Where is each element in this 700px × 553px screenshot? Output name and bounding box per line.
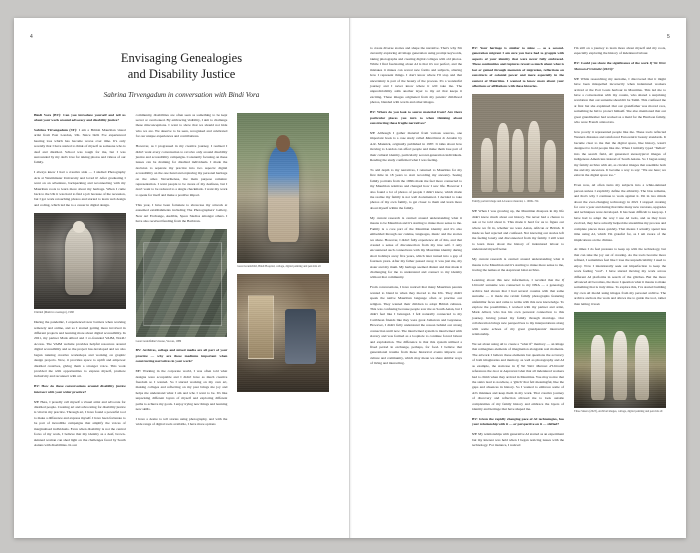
right-column-2 <box>472 46 564 453</box>
page-title: Envisaging Genealogies and Disability Justice <box>120 51 243 82</box>
photo-great-grandfathers-house <box>136 229 228 337</box>
paragraph: From conversations, I have noticed that many Mauritian parents wanted to blend in when they moved to the UK. They didn't speak the native Mauritian language often or practise our religion. They wanted their children to adopt British cultures. This was confusing because people saw me as South Asian, but I didn't feel like I belonged. I felt naturally connected to my Caribbean friends like they were great Jamaican and Guyanese. However, I didn't fully understand the reason behind our strong connection until now. The intertwined system is intertwined with slavery and was formed as a loophole to continue forced labour and exploitation. The difference is that this system utilised a fixed period in exchange, perhaps, for food. I believe that generational trauma from these historical events impacts our culture and community, which may mean we share similar ways of living and interacting. <box>370 285 462 366</box>
paragraph-question: BV: Could you share the significance of the work If We Were Maroon d'Uninvité (2023)? <box>574 61 666 71</box>
folio-right: 5 <box>667 34 670 40</box>
right-column-3 <box>574 46 666 453</box>
paragraph: During the pandemic, I experienced new barriers when working remotely and online, and so I started getting more involved in different projects and learning more about digital accessibility. In 2021, my partner Mark Allred and I co-founded VAIM, Not4U Access. The VAIM website provides helpful resources around digital accessibility and so the project has developed and we also begun running creative workshops and working on graphic design projects. Now, it provides space to uplift and empower disabled creatives, giving them a stronger voice. This work provided me with opportunities to express myself, promote inclusivity and reconnect with art. <box>34 320 126 379</box>
paragraph: to create diverse stories and shape the narrative. That's why I'm currently exploring AI image generation using prompt keywords, taking photographs and creating digital collages with old photos. While I find fascinating about AI is that it's not perfect, and the mistakes it makes can reveal new forms and subjects, altering how I represent things. I don't know where I'll stop and that uncertainty is part of the beauty of the process. It's a wonderful journey and I never know where it will take me. The unpredictability adds another layer to my art that keeps it exciting. These images originated from my parents' childhood photos, blended with words and other images. <box>370 46 462 105</box>
photo-three-sisters <box>574 312 666 408</box>
photo-caption: Untitled (Mum in a teenager), 1968 <box>34 311 74 315</box>
photo-family-portrait <box>472 94 564 198</box>
left-column-1 <box>34 113 126 453</box>
folio-left: 4 <box>30 34 33 40</box>
left-column-3 <box>237 113 329 453</box>
paragraph: ST: Although I gather material from various sources, one important book is a case study called Mauritians in London by A.R. Mannick, originally published in 1987. It talks about how moving to London can affect people and make them lose part of their cultural identity, particularly second-generation individuals. Reading the study confirmed what I was feeling. <box>370 130 462 163</box>
paragraph-question: BV: How do these conversations around disability justice intersect with your wider practice? <box>34 384 126 394</box>
paragraph: I'm still on a journey to learn more about myself and my roots, especially exploring the history of indentured labour. <box>574 46 666 56</box>
photo-caption: Three Sisters (2023), Archival images, collage, digital painting and pen mix all <box>574 410 663 414</box>
paragraph: This year, I have been fortunate to showcase my artwork at esteemed establishments including The Photographers' Gallery, New Art Exchange, Audible, Space Studios amongst others. I have also received funding from the Barbican. <box>135 202 228 224</box>
right-column-1 <box>370 46 462 453</box>
photo-caption: Great Grandfather's house, Vacoas, 1989 <box>135 339 182 343</box>
magazine-spread <box>14 18 686 538</box>
paragraph: Even now, AI often turns my subjects into a white-skinned person unless I explicitly define the ethnicity. The bias remains, and that's why I continue to work against it. I'm in two minds about the ever-changing technology in 2021 I stopped creating for over a year and during that time many new versions, upgrades and techniques were developed. It has been difficult to keep up. I have had to adapt the way I use AI tools, and as they have evolved, they have actually helped me streamline my process and complete pieces more quickly. That means I actually spend less time using AI, which I'm grateful for, as I am aware of the implications on the climate. <box>574 183 666 242</box>
photo-caption: Family portrait image and AI source material, c. 1960s–70s <box>472 200 539 204</box>
paragraph-question: Bindi Vora (BV): Can you introduce yourself and tell us about your work around advocacy and disability justice? <box>34 112 126 122</box>
paragraph-question: BV: Where do you look to source material from? Are there particular places you turn to when thinking about constructing these fragile narratives? <box>370 110 462 125</box>
photo-mum-as-teenager <box>34 213 126 309</box>
left-page <box>14 18 350 538</box>
paragraph: ST: Working in the corporate world, I was often told what designs were acceptable and I didn't have as much creative freedom so I wanted. So I started working on my own art, making collages and reflecting on my past brings me joy and helps me understand what I am and who I want to be. It's like unpacking different layers of myself and exploring different paths to achieve my goals. I enjoy trying new things and learning new skills. <box>135 369 228 412</box>
paragraph: I have a desire to tell stories using photography, and with the wide range of digital tools available, I have more options <box>135 417 228 427</box>
paragraph: At times I do feel pressure to keep up with the technology, but that can take the joy out of creating. As the tools become more refined, I sometimes feel like I lose the unpredictability I used to enjoy. Now I intentionally seek out imperfection to keep the work feeling "real". I have started moving my work across different AI platforms in search of the glitches. But the more advanced AI becomes, the more I question what it means to make something that is truly mine. To explore this, I've started building my own AI model using images from my personal archive. The archive anchors the work and allows me to guide the tool, rather than letting it lead. <box>574 247 666 306</box>
paragraph-question: BV: Your heritage is similar to mine — as a second-generation migrant I am sure you have had to grapple with aspects of your identity that were never fully embraced. These continuities and ruptures reveal so much about what is lost or gained through moments of migration, reflections on constructs of colonial power and more especially in the context of Mauritius. I wanted to know more about your affections or affiliations with these histories. <box>472 46 564 88</box>
right-page <box>350 18 686 538</box>
left-column-2 <box>136 113 228 453</box>
paragraph: community, disabilities are often seen as something to be kept secret or overlooked. By embracing visibility, I aim to challenge these misconceptions. I want to show that we should not hide who we are. We deserve to be seen, recognised and celebrated for our unique experiences and contributions. <box>135 112 228 139</box>
right-columns <box>370 46 666 453</box>
page-subtitle: Sabrina Tirvengadum in conversation with Bindi Vora <box>103 90 260 99</box>
photo-caption: Great Grandchild, Bindi Hospital, collage, digital painting and pen mix all <box>237 265 321 268</box>
paragraph: However, as I progressed in my creative journey, I realised I didn't want every conversation to revolve only around disability justice and accessibility campaigns. Constantly focusing on these issues can be draining for disabled individuals. I made the decision to separate my practice into two aspects: digital accessibility on the one hand and exploring my personal heritage on the other. Nevertheless, the main purpose remains: representation. I want people to be aware of my deafness, but I don't want to be reduced to a single checkmark. I want my work to speak for itself and make a positive impact. <box>135 144 228 197</box>
paragraph: ST: When I was growing up, the Mauritian diaspora in my life didn't know much about our history. We never had a chance to ask or be told about it. This made it hard for us to figure out where we fit in, whether we were Asian, African or British. It made us feel rejected and confused. Not knowing our stories left me feeling lonely and disconnected from my family. I still want to learn more about the history of indentured labour to understand myself better. <box>472 209 564 252</box>
paragraph-question: BV: Given the rapidly changing pace of AI technologies, has your relationship with it — or perspective on it — shifted? <box>472 417 564 427</box>
paragraph: Sabrina Tirvengadum (ST): I am a British Mauritian visual artist from East London, UK. Since birth I've experienced hearing loss which has become worse over time. It's only recently that I have started to think of myself as someone who is deaf and disabled. School was tough for me, but I was surrounded by my dad's love for taking photos and videos of our family. <box>34 127 126 165</box>
photo-interior-archive <box>237 274 329 392</box>
paragraph: To add depth to my narratives, I returned to Mauritius for my first time in 18 years to start recording my ancestry. Seeing family portraits from the 1960s made me feel more connected to my Mauritian relatives and changed how I saw life. However I also found a lot of photos of people I didn't know, which made me realise my family is not well documented. I decided to take photos of my own family, to get closer to them and learn more about myself within the family. <box>370 167 462 210</box>
paragraph-question: BV: Archives, collage and mixed media are all part of your practice — why are these mediums important when constructing narratives in your work? <box>135 348 228 364</box>
photo-caption <box>237 394 329 398</box>
paragraph: how poorly it represented people like me. These tools reflected Western distastes and reinforced Eurocentric beauty standards. It became clear to me that the digital space, like history, wasn't designed to hold people like me. When I initially typed "Indian" into the search field, AI generated stereotypical images of indigenous Americans instead of South Asians. So I began using my family archive with AI, as circular images that resemble both me and my ancestors. It became a way to say: "We are here; we exist in the digital space too." <box>574 129 666 178</box>
paragraph: ST: While researching my surname, I discovered that it might have been misspelled incorrectly when indentured workers arrived at the Port Louis harbour in Mauritius. This led me to have a conversation with my cousin, who shared a surprising revelation that our surname shouldn't be Tamil. This confused me at first but she explained that our grandfather was moved race, something he hid to protect himself. She also mentioned that our great grandmother had worked as a maid for the Harrison family, who were French aristocrats. <box>574 76 666 125</box>
paragraph: ST: Here, I proudly call myself a visual artist and advocate for disabled people. Creating art and advocating for disability justice is vital in my practice. Through art, I have found a powerful tool to make a difference and express myself. I have been fortunate to be part of incredible campaigns that amplify the voices of marginalised individuals. Even when disability is not the central focus of my work, I believe that my identity as a deaf, brown-skinned woman can shed light on the challenges faced by South Asians with disabilities. In our <box>34 399 126 448</box>
paragraph: Learning about this new information, I recalled that the If Uninvité surname was connected to my DNA — a genealogy archive had shown that I had several cousins with that same surname — it made me revisit family photographs featuring unfamiliar faces and came to terms with this new knowledge. To explore the possibilities, I worked with my partner and artist, Mark Allred, who has his own personal connection to this journey, having joined my family through marriage. Our collaboration brings new perspectives to my interpretations along with some echoes of my great grandparents' interracial relationship. <box>472 277 564 337</box>
paragraph: My current research is centred around understanding what it means to be Mauritian and it's starting to make more sense to me, tracing the names at the Aapravasi Ghat archive. <box>472 257 564 272</box>
paragraph: ST: My relationships with generative AI started as an experiment but my interest was held when I began noticing issues with the technology. For instance, I noticed <box>472 432 564 448</box>
paragraph: I always knew I had a creative side — I studied Photography Arts at Westminster University and loved it! After graduating I went on an adventure, backpacking and reconnecting with my Mauritian roots to learn more about my heritage. When I came back to the UK it was hard to find a job because of the recession, but I got work retouching photos and started to learn web design and coding, which led me to a career in digital design. <box>34 170 126 207</box>
photo-great-grandchild-collage <box>237 113 329 263</box>
paragraph: My current research is centred around understanding what it means to be Mauritian and it's starting to make more sense to me. Family is a core part of the Mauritian identity and it's also embedded through our cuisine, languages, music and the stories we share. However, I didn't fully experience all of this, and that created a sense of disconnection from my true self. I only encountered such connections with my Mauritian identity during short holidays away five years, which later turned into a gap of fourteen years. After my father passed away, it was just me, my sister and my mum. My heritage seemed distant and that made it challenging for me to understand and connect to my identity without that community. <box>370 215 462 280</box>
left-columns <box>34 113 329 453</box>
paragraph: We set about using AI to create a "what if" memory — an image that reimagines elements of imagination alongside real moments. The artwork I believe these elements but questions the accuracy of both imaginaries and memory, as well as photography and AI as example, the staircase in If We Were Maroon d'Uninvité references the door at Aapravasi Ghat that all indentured workers had to climb when they arrived in Mauritius. You may notice that the stairs lead to nowhere, a 'glitch' that felt meaningful, like the gaps and absences in history. So I wanted to embrace some of AI's mistakes and keep them in my work. That creative journey of discovery and reflection allowed me to look outside complexities of my family history and embrace the layers of identity and heritage that have shaped me. <box>472 342 564 412</box>
